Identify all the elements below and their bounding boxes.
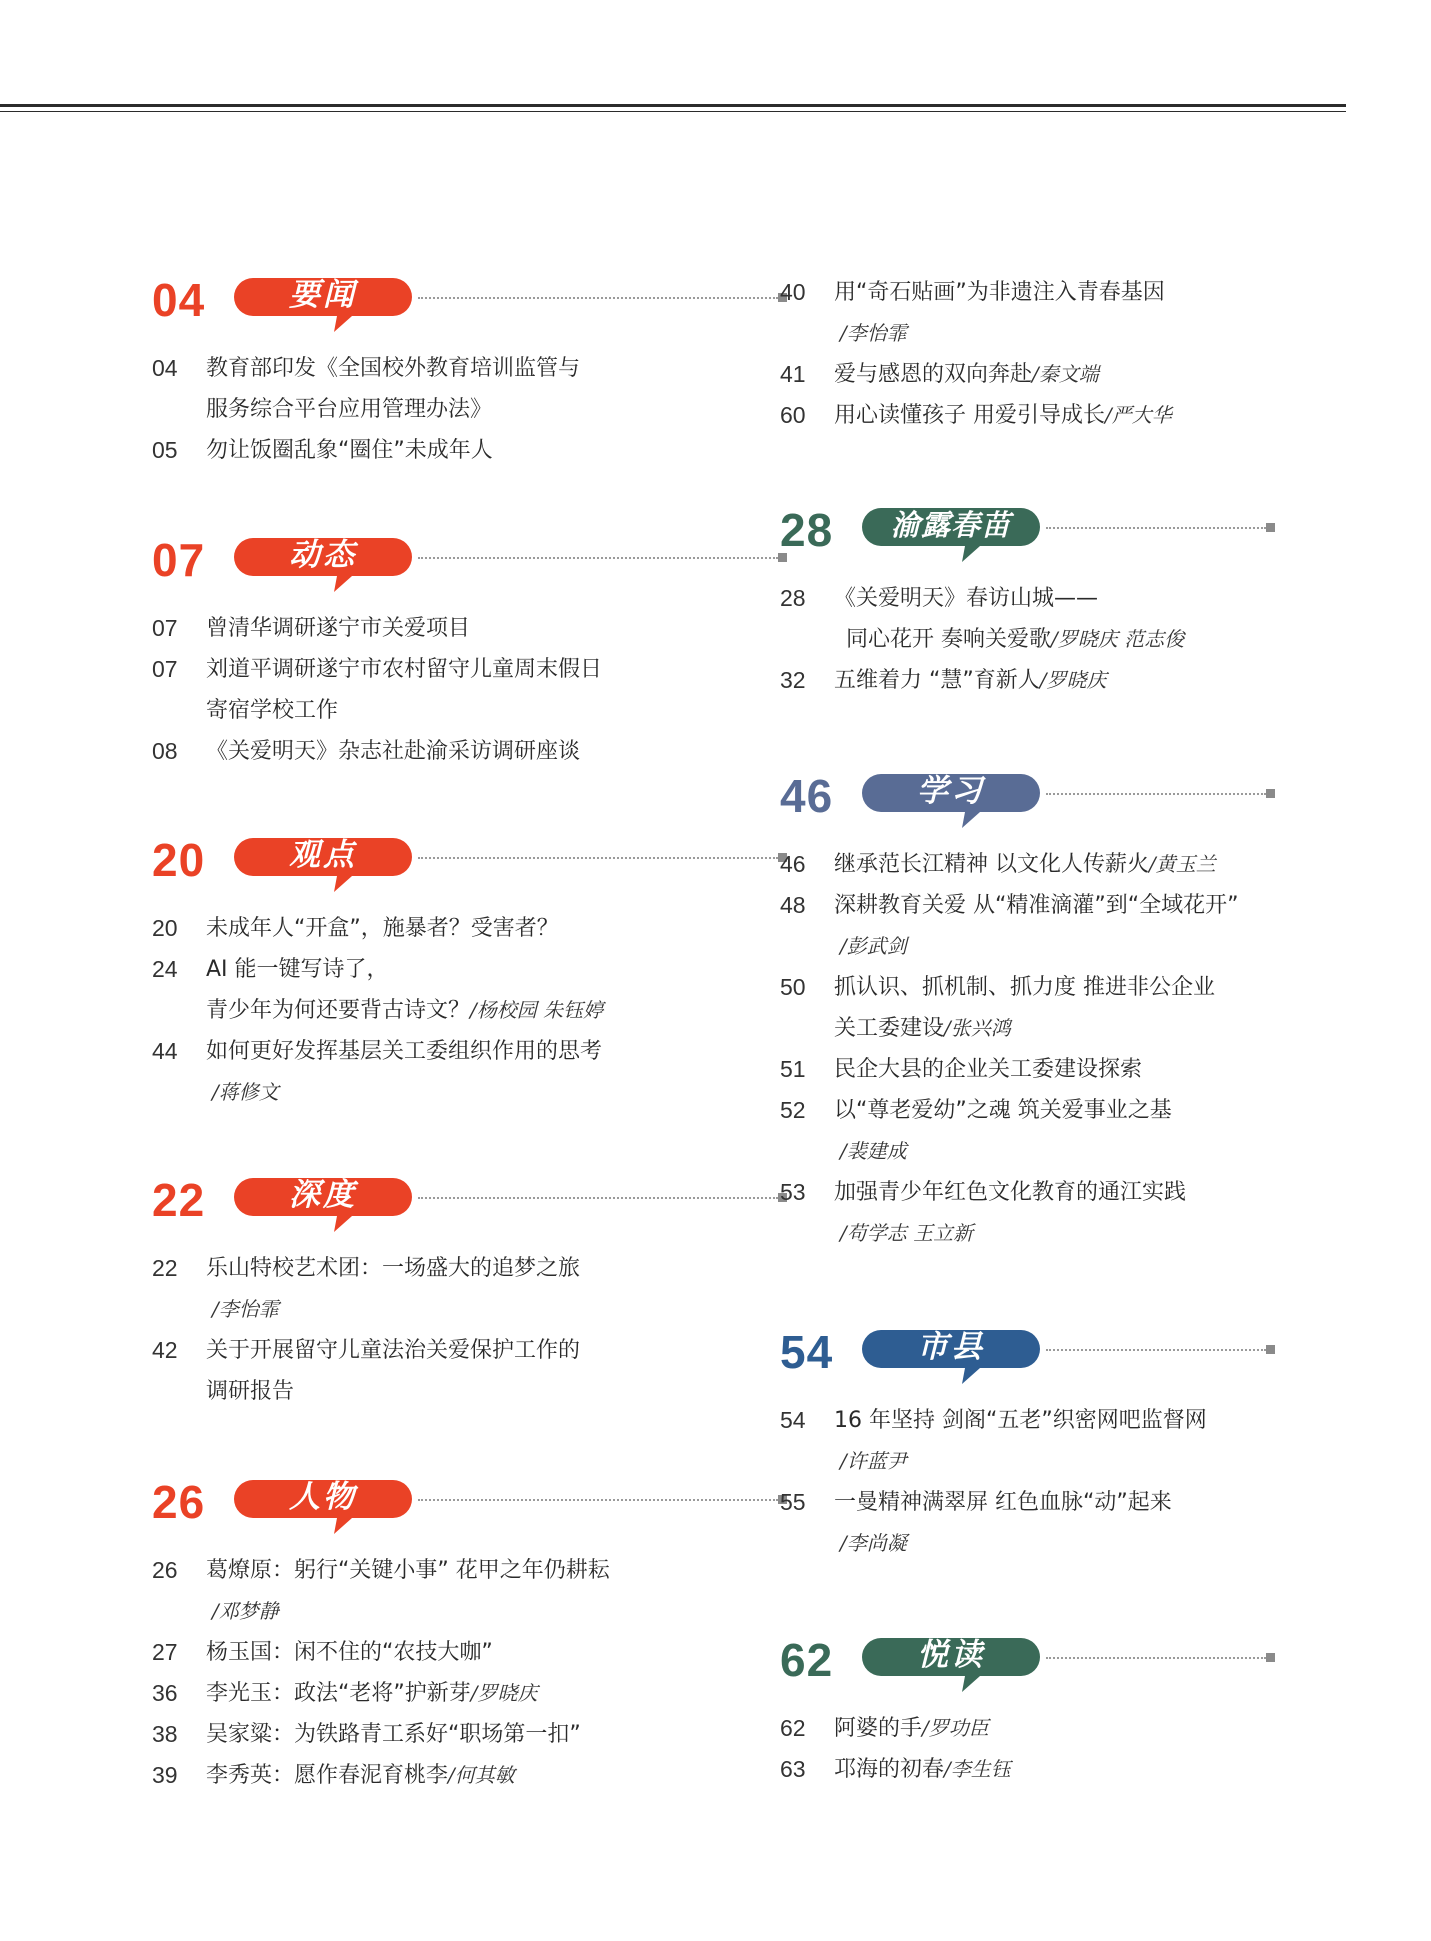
section-rule-end-square bbox=[1266, 1345, 1275, 1354]
entry-title: 爱与感恩的双向奔赴 bbox=[834, 362, 1033, 387]
section-page-number[interactable]: 54 bbox=[780, 1326, 834, 1378]
entry-text bbox=[840, 1213, 973, 1254]
entry-page-number: 63 bbox=[780, 1756, 806, 1782]
section-rule-end-square bbox=[1266, 523, 1275, 532]
toc-section bbox=[152, 830, 652, 1113]
toc-entry[interactable] bbox=[152, 1755, 652, 1796]
entry-title: 《关爱明天》春访山城—— bbox=[834, 586, 1099, 611]
toc-entry[interactable] bbox=[780, 926, 1300, 967]
section-header bbox=[152, 1472, 652, 1532]
toc-entry[interactable] bbox=[780, 1441, 1300, 1482]
entry-page-number: 41 bbox=[780, 361, 806, 387]
toc-entry[interactable] bbox=[152, 1072, 652, 1113]
entry-text bbox=[206, 990, 603, 1031]
toc-entry[interactable] bbox=[780, 660, 1300, 701]
section-page-number[interactable]: 07 bbox=[152, 534, 206, 586]
entry-text bbox=[206, 690, 338, 731]
entry-author: /罗功臣 bbox=[922, 1716, 989, 1740]
entry-title: 如何更好发挥基层关工委组织作用的思考 bbox=[206, 1039, 603, 1064]
toc-entry[interactable] bbox=[780, 395, 1300, 436]
toc-section bbox=[780, 1322, 1300, 1564]
toc-entry[interactable] bbox=[152, 1371, 652, 1412]
section-label: 渝露春苗 bbox=[890, 508, 1011, 542]
toc-entry[interactable] bbox=[780, 1749, 1300, 1790]
toc-section bbox=[152, 270, 652, 471]
toc-entry[interactable] bbox=[152, 949, 652, 990]
entry-text bbox=[206, 348, 580, 389]
toc-entry[interactable] bbox=[152, 1673, 652, 1714]
entry-page-number: 20 bbox=[152, 915, 178, 941]
section-label: 动态 bbox=[289, 537, 357, 573]
entry-title: 民企大县的企业关工委建设探索 bbox=[834, 1057, 1143, 1082]
toc-entry[interactable] bbox=[152, 1591, 652, 1632]
section-badge bbox=[862, 1636, 1040, 1694]
entry-title: 葛燎原：躬行“关键小事” 花甲之年仍耕耘 bbox=[206, 1558, 610, 1583]
entry-text bbox=[206, 608, 470, 649]
toc-entry[interactable] bbox=[152, 1330, 652, 1371]
toc-entry[interactable] bbox=[780, 1400, 1300, 1441]
section-items bbox=[152, 348, 652, 471]
section-badge bbox=[234, 1478, 412, 1536]
entry-text bbox=[206, 1371, 294, 1412]
section-badge bbox=[862, 1328, 1040, 1386]
section-page-number[interactable]: 04 bbox=[152, 274, 206, 326]
entry-text bbox=[840, 1441, 907, 1482]
entry-title: 关工委建设 bbox=[834, 1016, 945, 1041]
entry-text bbox=[840, 313, 907, 354]
entry-author: /邓梦静 bbox=[212, 1599, 279, 1623]
section-items bbox=[780, 1708, 1300, 1790]
entry-title: 以“尊老爱幼”之魂 筑关爱事业之基 bbox=[834, 1098, 1172, 1123]
section-label: 悦读 bbox=[917, 1637, 985, 1673]
entry-text bbox=[206, 1755, 515, 1796]
entry-text bbox=[834, 967, 1215, 1008]
entry-text bbox=[206, 908, 559, 949]
entry-title: 李光玉：政法“老将”护新芽 bbox=[206, 1681, 471, 1706]
entry-text bbox=[834, 844, 1216, 885]
section-header bbox=[780, 500, 1300, 560]
entry-text bbox=[846, 619, 1184, 660]
entry-page-number: 46 bbox=[780, 851, 806, 877]
entry-author: /罗晓庆 bbox=[1039, 668, 1107, 692]
entry-text bbox=[206, 1550, 610, 1591]
section-header bbox=[152, 270, 652, 330]
section-badge bbox=[234, 276, 412, 334]
toc-entry[interactable] bbox=[780, 354, 1300, 395]
entry-page-number: 60 bbox=[780, 402, 806, 428]
section-items bbox=[152, 1550, 652, 1796]
entry-title: 同心花开 奏响关爱歌 bbox=[846, 627, 1051, 652]
section-header bbox=[780, 1630, 1300, 1690]
entry-text bbox=[206, 1632, 493, 1673]
toc-section bbox=[780, 1630, 1300, 1790]
entry-title: 深耕教育关爱 从“精准滴灌”到“全域花开” bbox=[834, 893, 1239, 918]
entry-text bbox=[206, 731, 580, 772]
entry-text bbox=[206, 1031, 602, 1072]
section-rule-end-square bbox=[1266, 789, 1275, 798]
entry-page-number: 42 bbox=[152, 1337, 178, 1363]
entry-title: 曾清华调研遂宁市关爱项目 bbox=[206, 616, 471, 641]
entry-author: /罗晓庆 bbox=[470, 1681, 538, 1705]
entry-title: 用心读懂孩子 用爱引导成长 bbox=[834, 403, 1105, 428]
entry-author: /秦文端 bbox=[1032, 362, 1099, 386]
toc-entry[interactable] bbox=[780, 1708, 1300, 1749]
section-label: 要闻 bbox=[289, 277, 357, 313]
toc-section bbox=[780, 272, 1300, 436]
section-dotted-rule bbox=[418, 297, 778, 299]
entry-author: /严大华 bbox=[1105, 403, 1172, 427]
entry-page-number: 40 bbox=[780, 279, 806, 305]
toc-entry[interactable] bbox=[152, 608, 652, 649]
entry-page-number: 54 bbox=[780, 1407, 806, 1433]
entry-page-number: 08 bbox=[152, 738, 178, 764]
entry-title: 李秀英：愿作春泥育桃李 bbox=[206, 1763, 449, 1788]
section-dotted-rule bbox=[418, 1197, 778, 1199]
entry-title: 五维着力 “慧”育新人 bbox=[834, 668, 1040, 693]
toc-entry[interactable] bbox=[780, 844, 1300, 885]
entry-text bbox=[834, 578, 1098, 619]
entry-text bbox=[834, 885, 1239, 926]
section-page-number[interactable]: 20 bbox=[152, 834, 206, 886]
toc-section bbox=[152, 530, 652, 772]
entry-text bbox=[834, 1172, 1186, 1213]
toc-entry[interactable] bbox=[152, 908, 652, 949]
toc-entry[interactable] bbox=[152, 649, 652, 690]
entry-text bbox=[212, 1072, 279, 1113]
entry-page-number: 48 bbox=[780, 892, 806, 918]
entry-page-number: 32 bbox=[780, 667, 806, 693]
section-dotted-rule bbox=[1046, 1657, 1266, 1659]
entry-title: 未成年人“开盒”，施暴者？受害者？ bbox=[206, 916, 559, 941]
section-page-number[interactable]: 46 bbox=[780, 770, 834, 822]
entry-text bbox=[834, 272, 1165, 313]
section-dotted-rule bbox=[418, 857, 778, 859]
toc-entry[interactable] bbox=[780, 1008, 1300, 1049]
entry-text bbox=[206, 430, 493, 471]
entry-author: /蒋修文 bbox=[212, 1080, 279, 1104]
entry-page-number: 04 bbox=[152, 355, 178, 381]
toc-entry[interactable] bbox=[152, 1248, 652, 1289]
toc-entry[interactable] bbox=[780, 619, 1300, 660]
entry-author: /李尚凝 bbox=[840, 1531, 907, 1555]
toc-entry[interactable] bbox=[780, 1131, 1300, 1172]
section-items bbox=[152, 1248, 652, 1412]
entry-title: 用“奇石贴画”为非遗注入青春基因 bbox=[834, 280, 1165, 305]
section-items bbox=[152, 608, 652, 772]
section-dotted-rule bbox=[418, 1499, 778, 1501]
entry-author: /彭武剑 bbox=[840, 934, 907, 958]
section-label: 深度 bbox=[289, 1177, 357, 1213]
section-page-number[interactable]: 26 bbox=[152, 1476, 206, 1528]
entry-title: 《关爱明天》杂志社赴渝采访调研座谈 bbox=[206, 739, 581, 764]
entry-title: 教育部印发《全国校外教育培训监管与 bbox=[206, 356, 581, 381]
toc-entry[interactable] bbox=[152, 1550, 652, 1591]
entry-title: 乐山特校艺术团：一场盛大的追梦之旅 bbox=[206, 1256, 581, 1281]
entry-author: /张兴鸿 bbox=[944, 1016, 1011, 1040]
entry-text bbox=[834, 1090, 1172, 1131]
toc-section bbox=[780, 500, 1300, 701]
entry-title: 16 年坚持 剑阁“五老”织密网吧监督网 bbox=[834, 1408, 1207, 1433]
entry-text bbox=[206, 949, 389, 990]
section-header bbox=[780, 1322, 1300, 1382]
entry-author: /苟学志 王立新 bbox=[840, 1221, 974, 1245]
section-rule-end-square bbox=[1266, 1653, 1275, 1662]
entry-page-number: 05 bbox=[152, 437, 178, 463]
entry-author: /裴建成 bbox=[840, 1139, 907, 1163]
entry-title: 服务综合平台应用管理办法》 bbox=[206, 397, 493, 422]
toc-entry[interactable] bbox=[152, 690, 652, 731]
entry-title: 杨玉国：闲不住的“农技大咖” bbox=[206, 1640, 493, 1665]
entry-text bbox=[840, 926, 907, 967]
section-label: 学习 bbox=[917, 773, 985, 809]
section-page-number[interactable]: 22 bbox=[152, 1174, 206, 1226]
entry-title: 吴家粱：为铁路青工系好“职场第一扣” bbox=[206, 1722, 581, 1747]
toc-entry[interactable] bbox=[780, 1049, 1300, 1090]
section-badge bbox=[234, 836, 412, 894]
section-header bbox=[780, 766, 1300, 826]
entry-text bbox=[206, 1673, 538, 1714]
entry-title: 刘道平调研遂宁市农村留守儿童周末假日 bbox=[206, 657, 603, 682]
entry-page-number: 28 bbox=[780, 585, 806, 611]
toc-entry[interactable] bbox=[780, 1090, 1300, 1131]
entry-text bbox=[206, 389, 492, 430]
toc-section bbox=[152, 1170, 652, 1412]
entry-text bbox=[834, 354, 1099, 395]
entry-text bbox=[840, 1523, 907, 1564]
entry-text bbox=[206, 1248, 580, 1289]
entry-text bbox=[834, 1749, 1011, 1790]
entry-page-number: 26 bbox=[152, 1557, 178, 1583]
toc-entry[interactable] bbox=[152, 348, 652, 389]
section-header bbox=[152, 1170, 652, 1230]
entry-page-number: 51 bbox=[780, 1056, 806, 1082]
entry-page-number: 07 bbox=[152, 656, 178, 682]
toc-entry[interactable] bbox=[780, 1172, 1300, 1213]
entry-text bbox=[206, 649, 602, 690]
section-items bbox=[780, 1400, 1300, 1564]
header-rule-thin bbox=[0, 111, 1346, 112]
entry-page-number: 53 bbox=[780, 1179, 806, 1205]
entry-text bbox=[834, 395, 1172, 436]
section-label: 观点 bbox=[289, 837, 357, 873]
entry-title: 抓认识、抓机制、抓力度 推进非公企业 bbox=[834, 975, 1215, 1000]
toc-entry[interactable] bbox=[152, 389, 652, 430]
section-label: 市县 bbox=[917, 1329, 985, 1365]
entry-title: AI 能一键写诗了， bbox=[206, 957, 389, 982]
toc-entry[interactable] bbox=[152, 990, 652, 1031]
section-dotted-rule bbox=[1046, 793, 1266, 795]
entry-author: /许蓝尹 bbox=[840, 1449, 907, 1473]
entry-title: 继承范长江精神 以文化人传薪火 bbox=[834, 852, 1149, 877]
entry-text bbox=[206, 1330, 580, 1371]
entry-title: 勿让饭圈乱象“圈住”未成年人 bbox=[206, 438, 493, 463]
section-badge bbox=[862, 772, 1040, 830]
toc-entry[interactable] bbox=[780, 967, 1300, 1008]
section-dotted-rule bbox=[1046, 1349, 1266, 1351]
entry-text bbox=[834, 1400, 1207, 1441]
entry-text bbox=[840, 1131, 907, 1172]
entry-page-number: 22 bbox=[152, 1255, 178, 1281]
toc-section bbox=[780, 766, 1300, 1254]
entry-page-number: 38 bbox=[152, 1721, 178, 1747]
entry-text bbox=[834, 1482, 1172, 1523]
section-badge bbox=[234, 536, 412, 594]
toc-section bbox=[152, 1472, 652, 1796]
entry-title: 寄宿学校工作 bbox=[206, 698, 339, 723]
entry-author: /罗晓庆 范志俊 bbox=[1051, 627, 1185, 651]
toc-entry[interactable] bbox=[780, 1213, 1300, 1254]
entry-text bbox=[834, 1708, 989, 1749]
section-page-number[interactable]: 62 bbox=[780, 1634, 834, 1686]
entry-page-number: 07 bbox=[152, 615, 178, 641]
entry-title: 青少年为何还要背古诗文？ bbox=[206, 998, 471, 1023]
entry-author: /李怡霏 bbox=[212, 1297, 279, 1321]
toc-entry[interactable] bbox=[152, 731, 652, 772]
entry-author: /李生钰 bbox=[944, 1757, 1011, 1781]
entry-page-number: 50 bbox=[780, 974, 806, 1000]
entry-text bbox=[212, 1591, 279, 1632]
section-badge bbox=[862, 506, 1040, 564]
section-badge bbox=[234, 1176, 412, 1234]
entry-title: 邛海的初春 bbox=[834, 1757, 945, 1782]
entry-page-number: 52 bbox=[780, 1097, 806, 1123]
section-items bbox=[152, 908, 652, 1113]
section-dotted-rule bbox=[1046, 527, 1266, 529]
entry-title: 关于开展留守儿童法治关爱保护工作的 bbox=[206, 1338, 581, 1363]
entry-author: /黄玉兰 bbox=[1149, 852, 1216, 876]
entry-page-number: 27 bbox=[152, 1639, 178, 1665]
entry-author: /杨校园 朱钰婷 bbox=[470, 998, 604, 1022]
entry-title: 加强青少年红色文化教育的通江实践 bbox=[834, 1180, 1187, 1205]
entry-text bbox=[206, 1714, 581, 1755]
entry-page-number: 36 bbox=[152, 1680, 178, 1706]
toc-entry[interactable] bbox=[152, 430, 652, 471]
toc-entry[interactable] bbox=[152, 1714, 652, 1755]
entry-title: 调研报告 bbox=[206, 1379, 295, 1404]
toc-entry[interactable] bbox=[780, 578, 1300, 619]
entry-page-number: 24 bbox=[152, 956, 178, 982]
header-rule-thick bbox=[0, 104, 1346, 107]
toc-entry[interactable] bbox=[780, 272, 1300, 313]
entry-text bbox=[834, 1008, 1011, 1049]
section-label: 人物 bbox=[289, 1479, 357, 1515]
section-items bbox=[780, 844, 1300, 1254]
section-header bbox=[152, 530, 652, 590]
toc-entry[interactable] bbox=[780, 313, 1300, 354]
entry-text bbox=[834, 660, 1107, 701]
entry-author: /何其敏 bbox=[448, 1763, 515, 1787]
entry-author: /李怡霏 bbox=[840, 321, 907, 345]
entry-text bbox=[834, 1049, 1142, 1090]
toc-entry[interactable] bbox=[152, 1289, 652, 1330]
section-items bbox=[780, 578, 1300, 701]
section-page-number[interactable]: 28 bbox=[780, 504, 834, 556]
toc-entry[interactable] bbox=[780, 1523, 1300, 1564]
entry-title: 一曼精神满翠屏 红色血脉“动”起来 bbox=[834, 1490, 1172, 1515]
section-header bbox=[152, 830, 652, 890]
toc-entry[interactable] bbox=[780, 1482, 1300, 1523]
toc-entry[interactable] bbox=[780, 885, 1300, 926]
entry-title: 阿婆的手 bbox=[834, 1716, 923, 1741]
toc-entry[interactable] bbox=[152, 1031, 652, 1072]
toc-entry[interactable] bbox=[152, 1632, 652, 1673]
section-items bbox=[780, 272, 1300, 436]
entry-page-number: 62 bbox=[780, 1715, 806, 1741]
entry-page-number: 39 bbox=[152, 1762, 178, 1788]
entry-page-number: 55 bbox=[780, 1489, 806, 1515]
section-dotted-rule bbox=[418, 557, 778, 559]
entry-text bbox=[212, 1289, 279, 1330]
entry-page-number: 44 bbox=[152, 1038, 178, 1064]
